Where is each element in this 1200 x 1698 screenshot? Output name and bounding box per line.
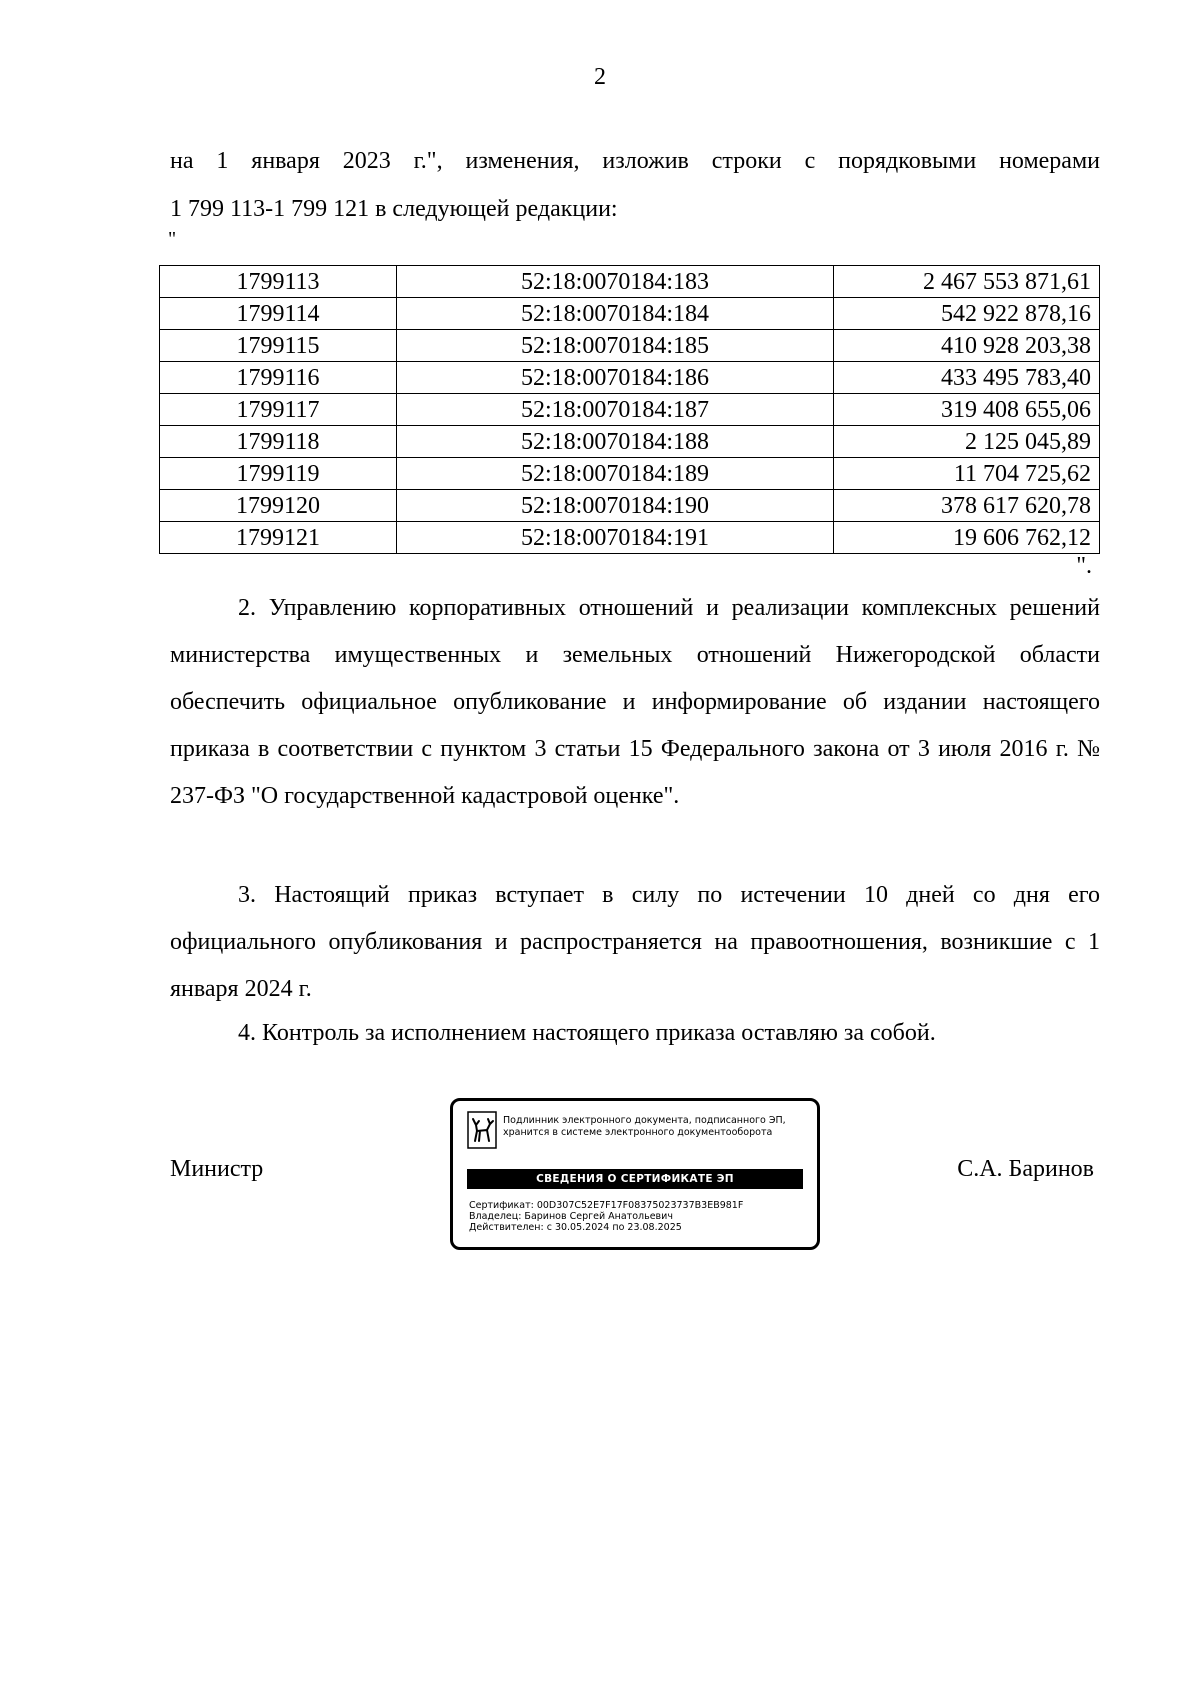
cadastral-number-cell: 52:18:0070184:185 (397, 330, 834, 362)
table-row (160, 490, 1100, 522)
table-row (160, 426, 1100, 458)
cadastral-value-cell: 11 704 725,62 (834, 458, 1100, 490)
cadastral-table (159, 265, 1100, 554)
e-signature-stamp (450, 1098, 820, 1250)
row-number-cell: 1799114 (160, 298, 397, 330)
row-number-cell: 1799117 (160, 394, 397, 426)
cadastral-number-cell: 52:18:0070184:190 (397, 490, 834, 522)
cadastral-number-cell: 52:18:0070184:186 (397, 362, 834, 394)
row-number-cell: 1799113 (160, 266, 397, 298)
table-row (160, 394, 1100, 426)
intro-text (170, 137, 1100, 233)
row-number-cell: 1799115 (160, 330, 397, 362)
paragraph-3: 3. Настоящий приказ вступает в силу по истечении 10 дней со дня его официального опубликования и распространяется на правоотношения, возникшие с 1 января 2024 г. (170, 882, 1100, 1002)
table-row (160, 522, 1100, 554)
cadastral-number-cell: 52:18:0070184:183 (397, 266, 834, 298)
row-number-cell: 1799118 (160, 426, 397, 458)
cadastral-number-cell: 52:18:0070184:189 (397, 458, 834, 490)
cadastral-value-cell: 19 606 762,12 (834, 522, 1100, 554)
table-row (160, 362, 1100, 394)
quote-open: " (168, 228, 177, 250)
cadastral-value-cell: 542 922 878,16 (834, 298, 1100, 330)
signer-position: Министр (170, 1156, 264, 1182)
cadastral-value-cell: 319 408 655,06 (834, 394, 1100, 426)
cadastral-value-cell: 2 125 045,89 (834, 426, 1100, 458)
table-row (160, 458, 1100, 490)
cadastral-value-cell: 2 467 553 871,61 (834, 266, 1100, 298)
stamp-line-2: хранится в системе электронного документооборота (503, 1127, 773, 1138)
cadastral-number-cell: 52:18:0070184:184 (397, 298, 834, 330)
deer-emblem-icon (467, 1111, 497, 1149)
stamp-line-1: Подлинник электронного документа, подписанного ЭП, (503, 1115, 786, 1126)
row-number-cell: 1799119 (160, 458, 397, 490)
table-row (160, 330, 1100, 362)
row-number-cell: 1799116 (160, 362, 397, 394)
signer-name: С.А. Баринов (957, 1156, 1094, 1182)
row-number-cell: 1799121 (160, 522, 397, 554)
cadastral-number-cell: 52:18:0070184:191 (397, 522, 834, 554)
cadastral-number-cell: 52:18:0070184:188 (397, 426, 834, 458)
table-row (160, 298, 1100, 330)
intro-line-2: 1 799 113-1 799 121 в следующей редакции: (170, 196, 618, 222)
table-row (160, 266, 1100, 298)
stamp-valid: Действителен: с 30.05.2024 по 23.08.2025 (469, 1222, 682, 1233)
cadastral-value-cell: 433 495 783,40 (834, 362, 1100, 394)
cadastral-value-cell: 378 617 620,78 (834, 490, 1100, 522)
page-number: 2 (594, 64, 606, 90)
quote-close: ". (1076, 553, 1092, 579)
stamp-certificate: Сертификат: 00D307C52E7F17F08375023737B3EB981F (469, 1200, 744, 1211)
cadastral-value-cell: 410 928 203,38 (834, 330, 1100, 362)
row-number-cell: 1799120 (160, 490, 397, 522)
cadastral-number-cell: 52:18:0070184:187 (397, 394, 834, 426)
stamp-header: СВЕДЕНИЯ О СЕРТИФИКАТЕ ЭП (467, 1169, 803, 1189)
paragraph-4: 4. Контроль за исполнением настоящего приказа оставляю за собой. (238, 1020, 936, 1046)
intro-line-1: на 1 января 2023 г.", изменения, изложив строки с порядковыми номерами (170, 148, 1100, 174)
stamp-owner: Владелец: Баринов Сергей Анатольевич (469, 1211, 673, 1222)
paragraph-2: 2. Управлению корпоративных отношений и реализации комплексных решений министерства имущественных и земельных отношений Нижегородской области обеспечить официальное опубликование и информирование об издании настоящего приказа в соответствии с пунктом 3 статьи 15 Федерального закона от 3 июля 2016 г. № 237-ФЗ "О государственной кадастровой оценке". (170, 595, 1100, 809)
